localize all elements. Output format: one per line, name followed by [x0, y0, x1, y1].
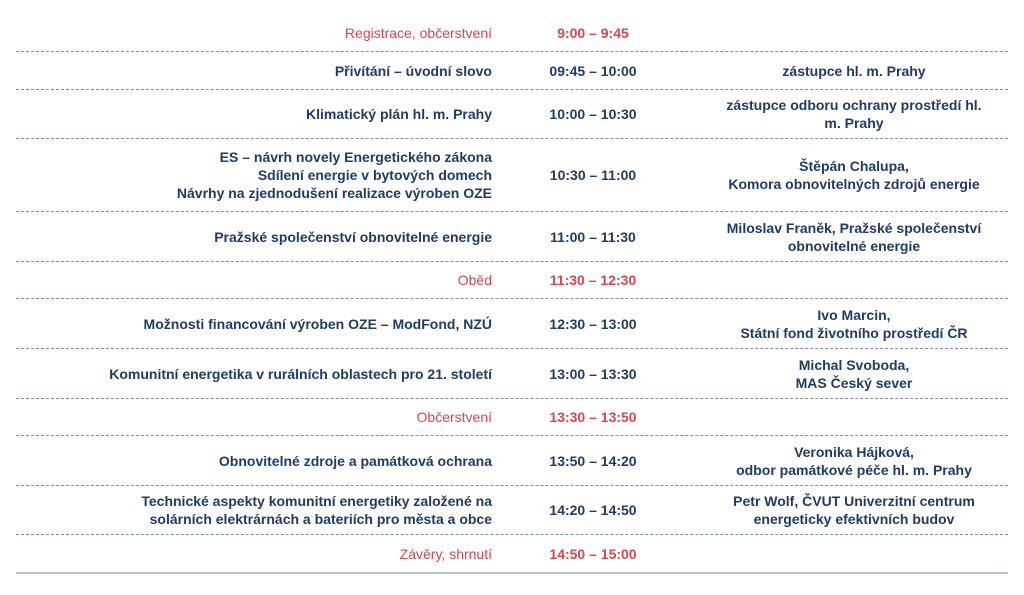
- time-cell: 10:30 – 11:00: [549, 167, 637, 183]
- schedule-row: [16, 436, 1008, 486]
- schedule-row: [16, 299, 1008, 349]
- topic-cell: [16, 105, 492, 123]
- speaker-cell: [670, 157, 1008, 193]
- time-cell: 9:00 – 9:45: [557, 24, 629, 41]
- bottom-rule: [16, 572, 1008, 574]
- speaker-line: Miloslav Franěk, Pražské společenství: [726, 219, 982, 236]
- speaker-line: obnovitelné energie: [787, 237, 921, 254]
- topic-cell: [16, 492, 492, 528]
- speaker-line: Státní fond životního prostředí ČR: [740, 324, 968, 341]
- topic-line: Pražské společenství obnovitelné energie: [214, 228, 492, 245]
- speaker-cell: [670, 62, 1008, 80]
- topic-cell: [16, 271, 492, 289]
- time-cell: 13:50 – 14:20: [549, 452, 637, 469]
- topic-line: Klimatický plán hl. m. Prahy: [306, 106, 492, 122]
- topic-cell: [16, 365, 492, 383]
- speaker-line: energeticky efektivních budov: [753, 511, 955, 527]
- time-cell: 13:30 – 13:50: [549, 409, 637, 425]
- topic-line: Občerstvení: [416, 409, 492, 425]
- speaker-line: Michal Svoboda,: [798, 356, 910, 373]
- speaker-line: odbor památkové péče hl. m. Prahy: [736, 461, 972, 478]
- topic-line: Návrhy na zjednodušení realizace výroben OZE: [176, 185, 492, 201]
- time-cell: 11:00 – 11:30: [550, 228, 636, 245]
- topic-line: Závěry, shrnutí: [399, 546, 492, 562]
- speaker-cell: [670, 356, 1008, 392]
- topic-cell: [16, 148, 492, 202]
- schedule-row: [16, 212, 1008, 262]
- topic-line: Sdílení energie v bytových domech: [257, 167, 492, 183]
- topic-line: Technické aspekty komunitní energetiky založené na: [141, 493, 492, 509]
- topic-line: Registrace, občerstvení: [344, 24, 492, 41]
- topic-cell: [16, 408, 492, 426]
- topic-cell: [16, 315, 492, 333]
- topic-cell: [16, 545, 492, 563]
- time-cell: 14:50 – 15:00: [549, 546, 637, 562]
- speaker-line: Štěpán Chalupa,: [799, 158, 909, 174]
- schedule-row: [16, 52, 1008, 90]
- speaker-cell: [670, 306, 1008, 342]
- schedule-row: [16, 399, 1008, 436]
- schedule-row: [16, 14, 1008, 52]
- topic-line: solárních elektrárnách a bateriích pro města a obce: [149, 511, 492, 527]
- topic-line: Možnosti financování výroben OZE – ModFond, NZÚ: [143, 315, 492, 332]
- time-cell: 10:00 – 10:30: [549, 106, 637, 122]
- speaker-line: Veronika Hájková,: [794, 443, 914, 460]
- speaker-line: Komora obnovitelných zdrojů energie: [728, 176, 980, 192]
- speaker-line: m. Prahy: [824, 115, 884, 131]
- topic-line: Oběd: [457, 272, 492, 288]
- speaker-line: MAS Český sever: [795, 374, 913, 391]
- time-cell: 09:45 – 10:00: [549, 62, 637, 79]
- topic-line: ES – návrh novely Energetického zákona: [219, 149, 492, 165]
- speaker-cell: [670, 219, 1008, 255]
- topic-cell: [16, 62, 492, 80]
- topic-cell: [16, 24, 492, 42]
- schedule-row: [16, 535, 1008, 573]
- speaker-line: zástupce hl. m. Prahy: [782, 62, 926, 79]
- time-cell: 11:30 – 12:30: [549, 272, 637, 288]
- schedule-table: [16, 14, 1008, 573]
- schedule-row: [16, 90, 1008, 139]
- topic-cell: [16, 452, 492, 470]
- topic-line: Komunitní energetika v rurálních oblastech pro 21. století: [109, 365, 492, 382]
- topic-cell: [16, 228, 492, 246]
- schedule-row: [16, 139, 1008, 212]
- speaker-cell: [670, 443, 1008, 479]
- schedule-row: [16, 486, 1008, 535]
- schedule-row: [16, 262, 1008, 299]
- time-cell: 14:20 – 14:50: [549, 502, 637, 518]
- schedule-row: [16, 349, 1008, 399]
- time-cell: 13:00 – 13:30: [549, 365, 637, 382]
- topic-line: Přivítání – úvodní slovo: [334, 62, 492, 79]
- topic-line: Obnovitelné zdroje a památková ochrana: [218, 452, 492, 469]
- speaker-line: Petr Wolf, ČVUT Univerzitní centrum: [733, 493, 975, 509]
- speaker-cell: [670, 492, 1008, 528]
- speaker-line: Ivo Marcin,: [817, 306, 891, 323]
- speaker-line: zástupce odboru ochrany prostředí hl.: [726, 97, 982, 113]
- time-cell: 12:30 – 13:00: [549, 315, 637, 332]
- speaker-cell: [670, 96, 1008, 132]
